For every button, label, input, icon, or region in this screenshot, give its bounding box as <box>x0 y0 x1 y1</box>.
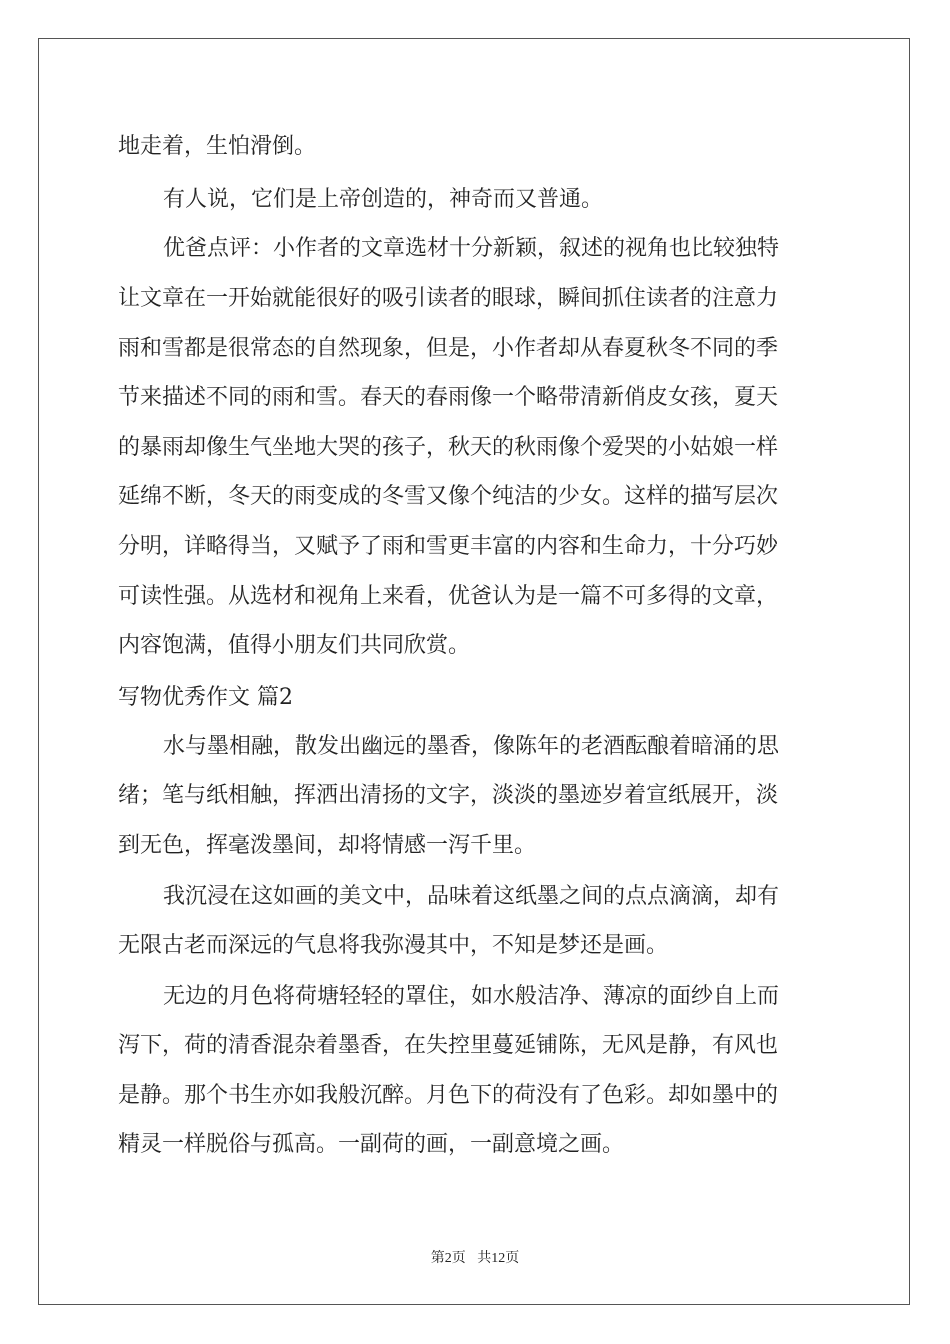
text-line: 让文章在一开始就能很好的吸引读者的眼球，瞬间抓住读者的注意力 <box>118 286 779 311</box>
text-line: 精灵一样脱俗与孤高。一副荷的画，一副意境之画。 <box>118 1132 625 1157</box>
text-line: 内容饱满，值得小朋友们共同欣赏。 <box>118 633 471 658</box>
page-footer <box>0 1247 950 1267</box>
text-line: 延绵不断，冬天的雨变成的冬雪又像个纯洁的少女。这样的描写层次 <box>118 484 779 509</box>
text-line: 地走着，生怕滑倒。 <box>118 134 317 159</box>
text-line: 泻下，荷的清香混杂着墨香，在失控里蔓延铺陈，无风是静，有风也 <box>118 1033 779 1058</box>
text-line: 可读性强。从选材和视角上来看，优爸认为是一篇不可多得的文章， <box>118 584 779 609</box>
text-line: 无限古老而深远的气息将我弥漫其中，不知是梦还是画。 <box>118 933 669 958</box>
text-line: 的暴雨却像生气坐地大哭的孩子，秋天的秋雨像个爱哭的小姑娘一样 <box>118 435 779 460</box>
text-line: 绪；笔与纸相触，挥洒出清扬的文字，淡淡的墨迹岁着宣纸展开，淡 <box>118 783 779 808</box>
text-line: 雨和雪都是很常态的自然现象，但是，小作者却从春夏秋冬不同的季 <box>118 336 779 361</box>
text-line: 分明，详略得当，又赋予了雨和雪更丰富的内容和生命力，十分巧妙 <box>118 534 779 559</box>
text-line: 有人说，它们是上帝创造的，神奇而又普通。 <box>163 187 604 212</box>
page-total: 共12页 <box>477 1251 520 1266</box>
text-line: 水与墨相融，散发出幽远的墨香，像陈年的老酒酝酿着暗涌的思 <box>163 734 780 759</box>
text-line: 节来描述不同的雨和雪。春天的春雨像一个略带清新俏皮女孩，夏天 <box>118 385 779 410</box>
text-line: 是静。那个书生亦如我般沉醉。月色下的荷没有了色彩。却如墨中的 <box>118 1083 779 1108</box>
text-line: 到无色，挥毫泼墨间，却将情感一泻千里。 <box>118 833 537 858</box>
text-line: 优爸点评：小作者的文章选材十分新颖，叙述的视角也比较独特 <box>163 236 780 261</box>
text-line: 我沉浸在这如画的美文中，品味着这纸墨之间的点点滴滴，却有 <box>163 884 780 909</box>
text-line: 无边的月色将荷塘轻轻的罩住，如水般洁净、薄凉的面纱自上而 <box>163 984 780 1009</box>
page-number: 第2页 <box>430 1251 466 1266</box>
section-heading: 写物优秀作文 篇2 <box>118 685 293 710</box>
